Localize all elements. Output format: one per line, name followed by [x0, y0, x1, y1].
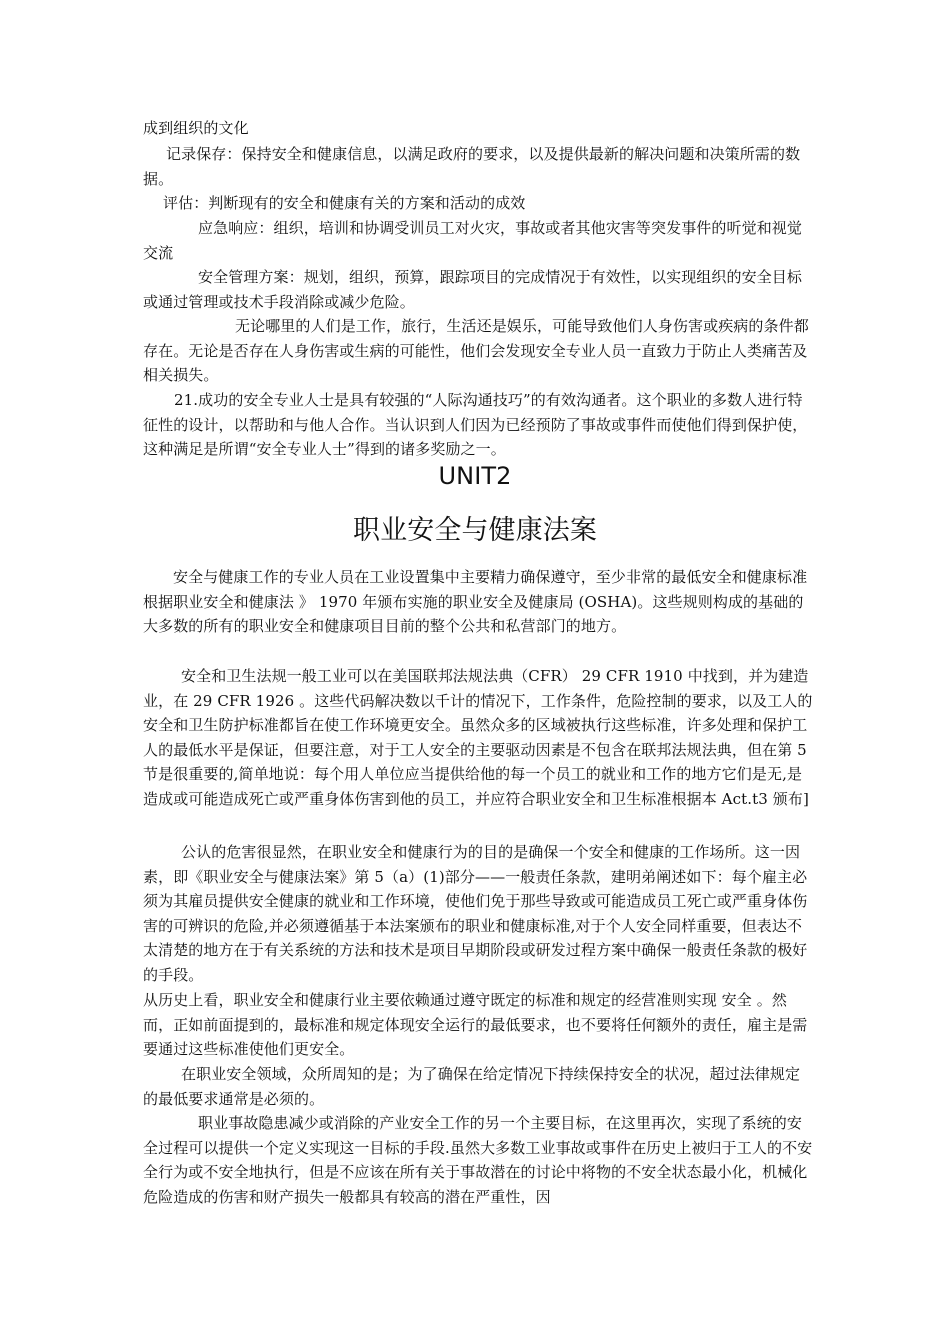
- paragraph-osha-intro: 安全与健康工作的专业人员在工业设置集中主要精力确保遵守，至少非常的最低安全和健康标准根据职业安全和健康法 》 1970 年颁布实施的职业安全及健康局 (OSHA)。这些规则构成的基础的大多数的所有的职业安全和健康项目目前的整个公共和私营部门的地方。: [143, 568, 808, 635]
- chapter-title: 职业安全与健康法案: [353, 515, 597, 546]
- paragraph-hazard-reduction: 职业事故隐患减少或消除的产业安全工作的另一个主要目标，在这里再次，实现了系统的安全过程可以提供一个定义实现这一目标的手段.虽然大多数工业事故或事件在历史上被归于工人的不安全行为或不安全地执行，但是不应该在所有关于事故潜在的讨论中将物的不安全状态最小化，机械化危险造成的伤害和财产损失一般都具有较高的潜在严重性，因: [143, 1114, 813, 1206]
- paragraph-safety-management: 安全管理方案：规划，组织，预算，跟踪项目的完成情况于有效性，以实现组织的安全目标或通过管理或技术手段消除或减少危险。: [143, 268, 803, 311]
- unit-heading: UNIT2: [438, 462, 512, 490]
- paragraph-communication-skills: 21.成功的安全专业人士是具有较强的“人际沟通技巧”的有效沟通者。这个职业的多数人进行特征性的设计，以帮助和与他人合作。当认识到人们因为已经预防了事故或事件而使他们得到保护使，这种满足是所谓“安全专业人士”得到的诸多奖励之一。: [143, 391, 808, 458]
- paragraph-record-keeping: 记录保存：保持安全和健康信息，以满足政府的要求，以及提供最新的解决问题和决策所需的数据。: [143, 145, 801, 188]
- paragraph-evaluation: 评估：判断现有的安全和健康有关的方案和活动的成效: [163, 194, 526, 212]
- paragraph-emergency-response: 应急响应：组织，培训和协调受训员工对火灾，事故或者其他灾害等突发事件的听觉和视觉交流: [143, 219, 803, 262]
- paragraph-culture-continuation: 成到组织的文化: [143, 119, 249, 137]
- paragraph-history: 从历史上看，职业安全和健康行业主要依赖通过遵守既定的标准和规定的经营准则实现 安全 。然而，正如前面提到的，最标准和规定体现安全运行的最低要求，也不要将任何额外的责任，雇主是需要通过这些标准使他们更安全。: [143, 991, 808, 1058]
- paragraph-general-duty-clause: 公认的危害很显然，在职业安全和健康行为的目的是确保一个安全和健康的工作场所。这一因素，即《职业安全与健康法案》第 5（a）(1)部分——一般责任条款，建明弟阐述如下：每个雇主必须为其雇员提供安全健康的就业和工作环境，使他们免于那些导致或可能造成员工死亡或严重身体伤害的可辨识的危险,并必须遵循基于本法案颁布的职业和健康标准,对于个人安全同样重要，但表达不太清楚的地方在于有关系统的方法和技术是项目早期阶段或研发过程方案中确保一般责任条款的极好的手段。: [143, 843, 808, 984]
- paragraph-hazards-everywhere: 无论哪里的人们是工作，旅行，生活还是娱乐，可能导致他们人身伤害或疾病的条件都存在。无论是否存在人身伤害或生病的可能性，他们会发现安全专业人员一直致力于防止人类痛苦及相关损失。: [143, 317, 809, 384]
- paragraph-beyond-minimum: 在职业安全领域，众所周知的是；为了确保在给定情况下持续保持安全的状况，超过法律规定的最低要求通常是必须的。: [143, 1065, 801, 1108]
- paragraph-cfr-regulations: 安全和卫生法规一般工业可以在美国联邦法规法典（CFR） 29 CFR 1910 中找到，并为建造业，在 29 CFR 1926 。这些代码解决数以千计的情况下，工作条件，危险控制的要求，以及工人的安全和卫生防护标准都旨在使工作环境更安全。虽然众多的区域被执行这些标准，许多处理和保护工人的最低水平是保证，但要注意，对于工人安全的主要驱动因素是不包含在联邦法规法典，但在第 5 节是很重要的,简单地说：每个用人单位应当提供给他的每一个员工的就业和工作的地方它们是无,是造成或可能造成死亡或严重身体伤害到他的员工，并应符合职业安全和卫生标准根据本 Act.t3 颁布]: [143, 667, 813, 808]
